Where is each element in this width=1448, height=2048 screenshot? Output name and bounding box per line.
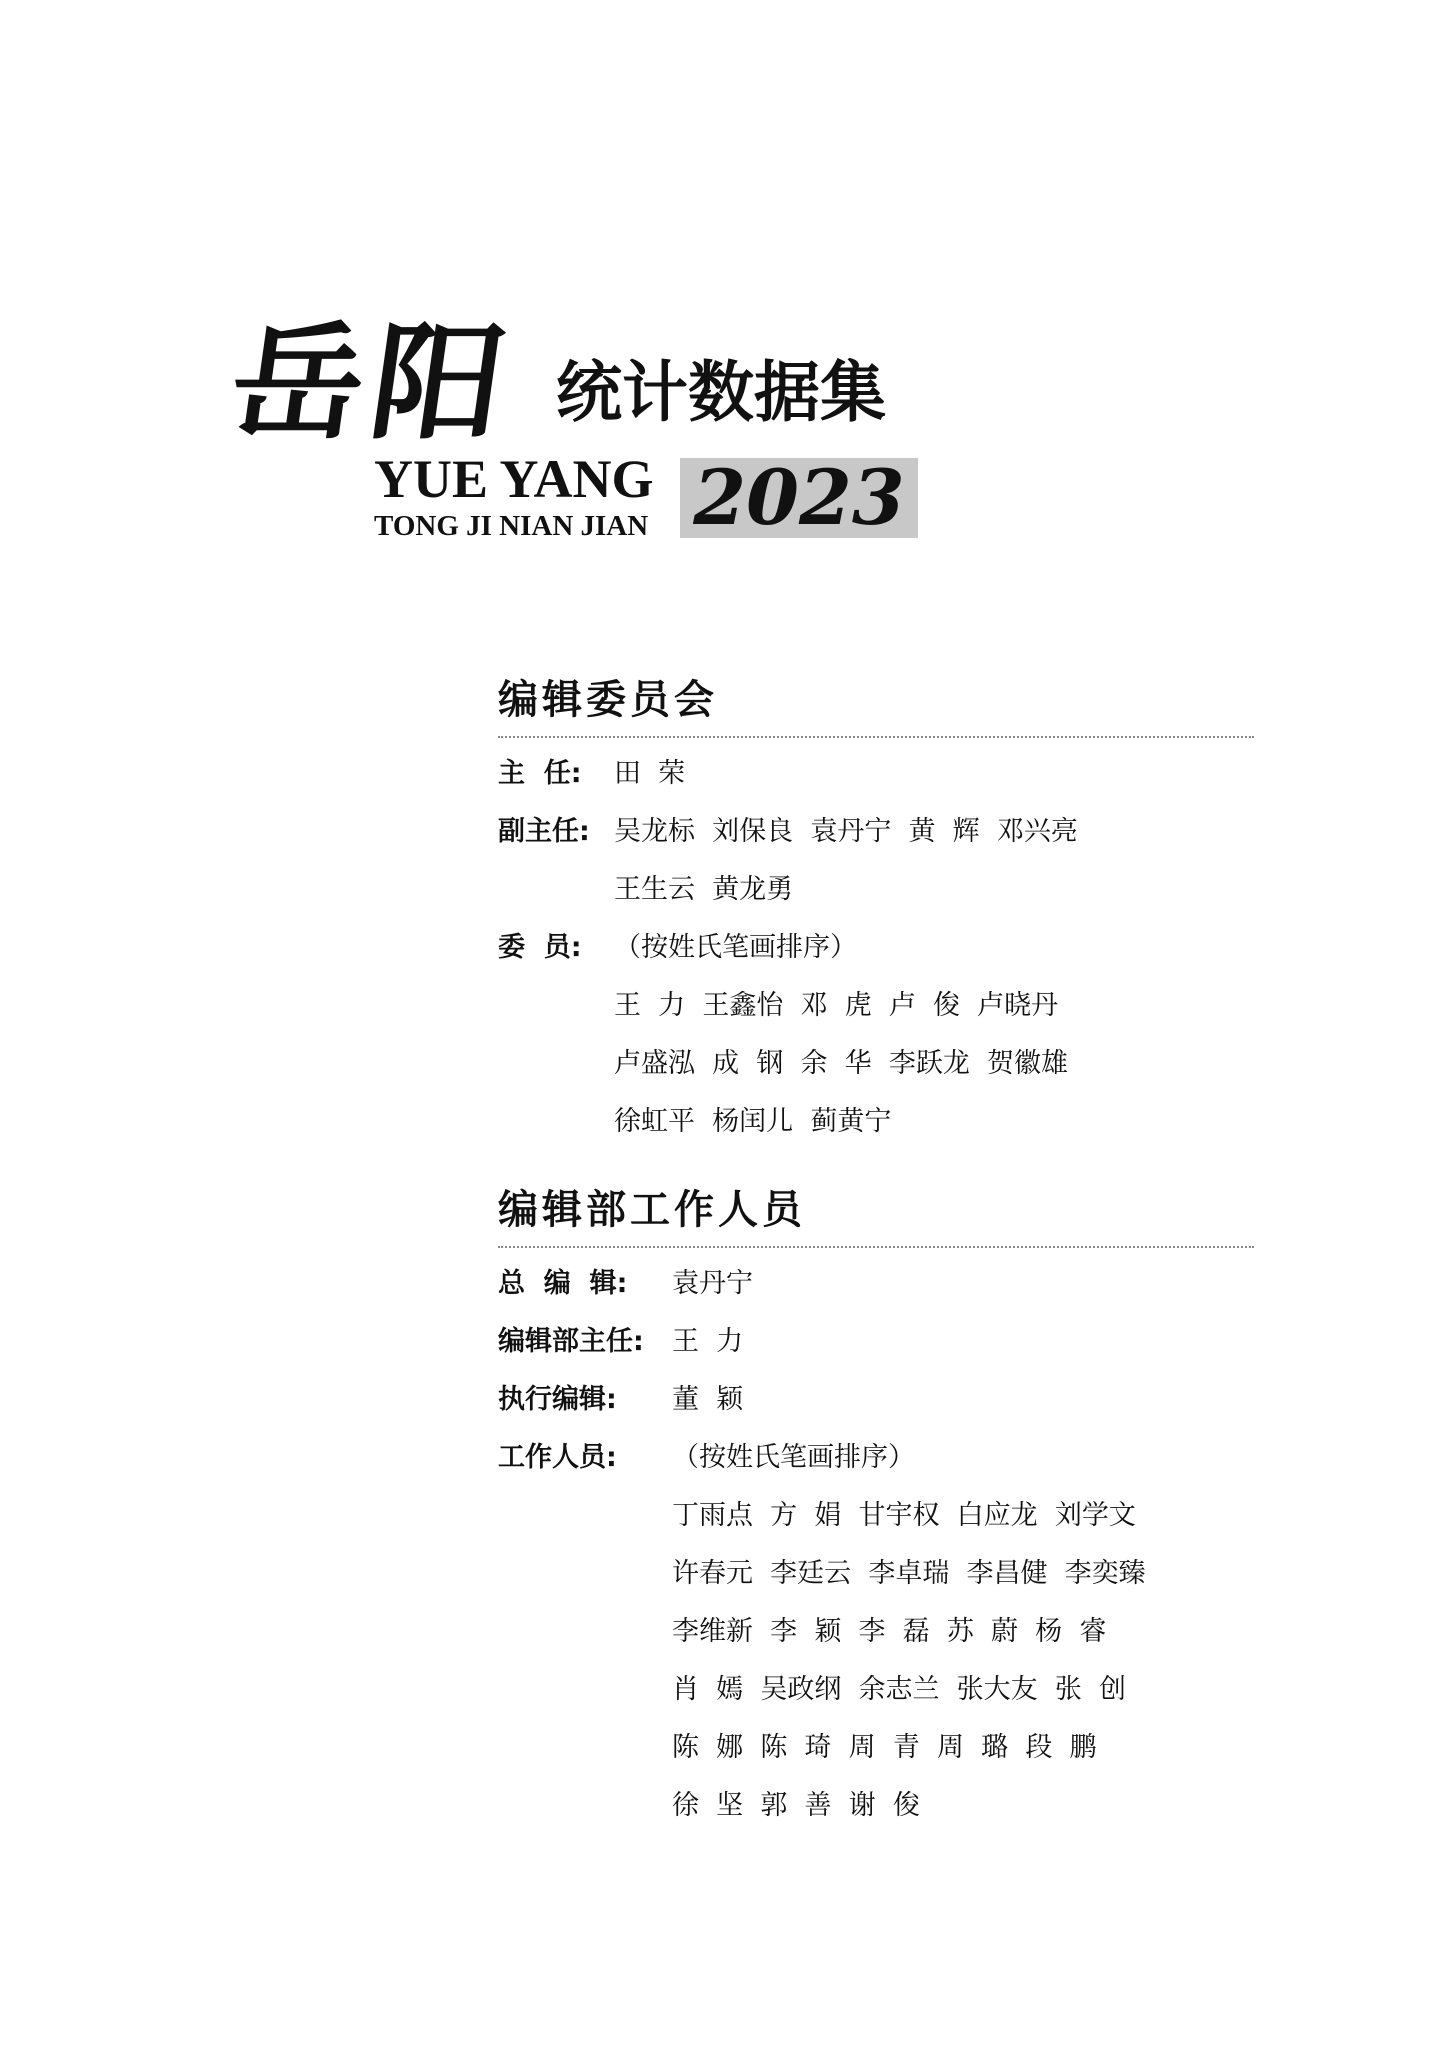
members-label: 委 员: xyxy=(498,932,582,963)
workers-line1: 丁雨点 方 娟 甘宇权 白应龙 刘学文 xyxy=(672,1500,1136,1531)
workers-line4: 肖 嫣 吴政纲 余志兰 张大友 张 创 xyxy=(672,1674,1126,1705)
committee-heading: 编辑委员会 xyxy=(498,677,718,723)
members-note: （按姓氏笔画排序） xyxy=(614,932,857,963)
workers-line3: 李维新 李 颖 李 磊 苏 蔚 杨 睿 xyxy=(672,1616,1107,1647)
deputy-names-line1: 吴龙标 刘保良 袁丹宁 黄 辉 邓兴亮 xyxy=(614,816,1078,847)
exec-editor-label: 执行编辑: xyxy=(498,1384,617,1415)
members-line3: 徐虹平 杨闰儿 蓟黄宁 xyxy=(614,1106,892,1137)
brand-subtitle-cn: 统计数据集 xyxy=(556,354,886,431)
exec-editor-name: 董 颖 xyxy=(672,1384,744,1415)
dept-head-name: 王 力 xyxy=(672,1326,744,1357)
year-label: 2023 xyxy=(693,453,905,542)
deputy-label: 副主任: xyxy=(498,816,590,847)
dept-head-label: 编辑部主任: xyxy=(498,1326,644,1357)
workers-note: （按姓氏笔画排序） xyxy=(672,1442,915,1473)
chief-editor-label: 总 编 辑: xyxy=(498,1268,628,1299)
workers-line2: 许春元 李廷云 李卓瑞 李昌健 李奕臻 xyxy=(672,1558,1146,1589)
staff-divider xyxy=(498,1246,1254,1248)
chief-editor-name: 袁丹宁 xyxy=(672,1268,753,1299)
members-line1: 王 力 王鑫怡 邓 虎 卢 俊 卢晓丹 xyxy=(614,990,1059,1021)
director-name: 田 荣 xyxy=(614,758,686,789)
brand-subtitle-en: TONG JI NIAN JIAN xyxy=(374,510,649,542)
director-label: 主 任: xyxy=(498,758,582,789)
brand-title-en: YUE YANG xyxy=(374,449,654,509)
workers-label: 工作人员: xyxy=(498,1442,617,1473)
workers-line6: 徐 坚 郭 善 谢 俊 xyxy=(672,1790,920,1821)
workers-line5: 陈 娜 陈 琦 周 青 周 璐 段 鹏 xyxy=(672,1732,1097,1763)
committee-divider xyxy=(498,736,1254,738)
deputy-names-line2: 王生云 黄龙勇 xyxy=(614,874,794,905)
staff-heading: 编辑部工作人员 xyxy=(498,1187,806,1233)
members-line2: 卢盛泓 成 钢 余 华 李跃龙 贺徽雄 xyxy=(614,1048,1068,1079)
brand-title-cn: 岳阳 xyxy=(221,309,523,458)
